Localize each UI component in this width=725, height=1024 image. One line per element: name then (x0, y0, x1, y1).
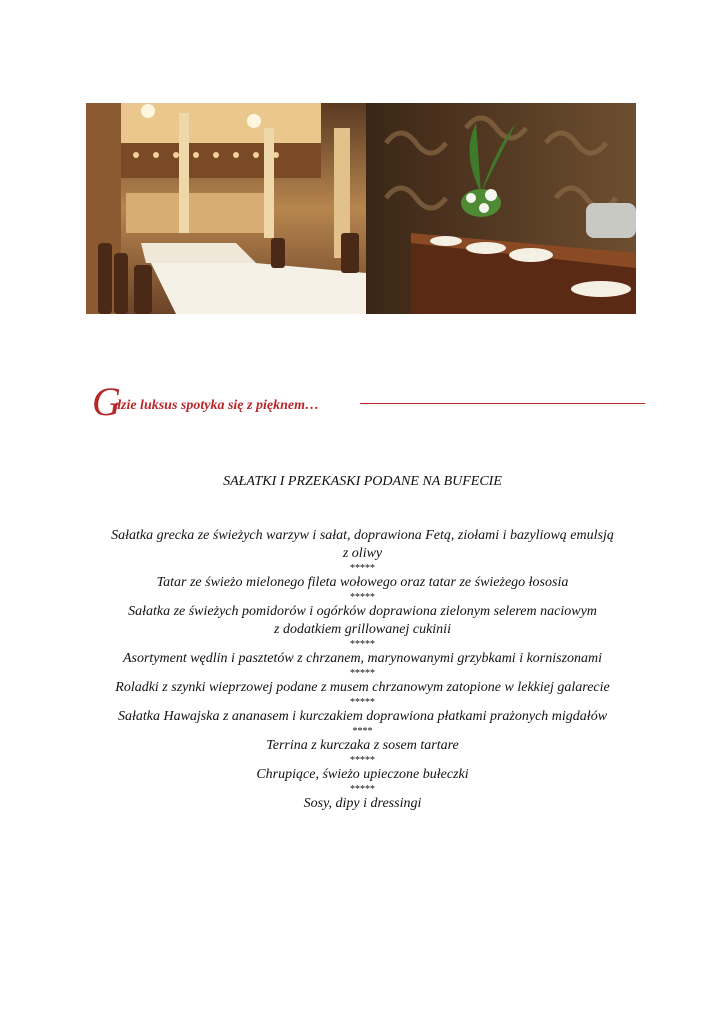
menu-item-line: Sałatka Hawajska z ananasem i kurczakiem doprawiona płatkami prażonych migdałów (117, 709, 608, 724)
section-heading: SAŁATKI I PRZEKASKI PODANE NA BUFECIE (223, 474, 502, 489)
menu-separator: ***** (350, 668, 375, 679)
menu-separator: ***** (350, 784, 375, 795)
menu-item-line: Sosy, dipy i dressingi (303, 796, 422, 811)
menu-item-line: Terrina z kurczaka z sosem tartare (266, 738, 459, 753)
menu-separator: ***** (350, 639, 375, 650)
menu-item-line: Chrupiące, świeżo upieczone bułeczki (256, 767, 469, 782)
tagline-rule (360, 403, 645, 404)
menu-item-line: Sałatka grecka ze świeżych warzyw i sałat, doprawiona Fetą, ziołami i bazyliową emulsją (111, 528, 614, 543)
menu-item-line: Asortyment wędlin i pasztetów z chrzanem, marynowanymi grzybkami i korniszonami (122, 651, 603, 666)
tagline-initial: G (92, 379, 121, 424)
menu-separator: ***** (350, 592, 375, 603)
menu-separator: **** (352, 726, 373, 737)
menu-separator: ***** (350, 697, 375, 708)
tagline (92, 379, 652, 424)
menu-item-line: z oliwy (342, 546, 383, 561)
tagline-text: dzie luksus spotyka się z pięknem… (114, 398, 319, 413)
menu-item-line: Tatar ze świeżo mielonego fileta wołowego oraz tatar ze świeżego łososia (156, 575, 569, 590)
menu-list (90, 527, 635, 813)
menu-separator: ***** (350, 563, 375, 574)
restaurant-photo (86, 103, 636, 314)
menu-separator: ***** (350, 755, 375, 766)
menu-item-line: Roladki z szynki wieprzowej podane z musem chrzanowym zatopione w lekkiej galarecie (115, 680, 610, 695)
menu-item-line: Sałatka ze świeżych pomidorów i ogórków doprawiona zielonym selerem naciowym (128, 604, 597, 619)
menu-item-line: z dodatkiem grillowanej cukinii (274, 622, 451, 637)
